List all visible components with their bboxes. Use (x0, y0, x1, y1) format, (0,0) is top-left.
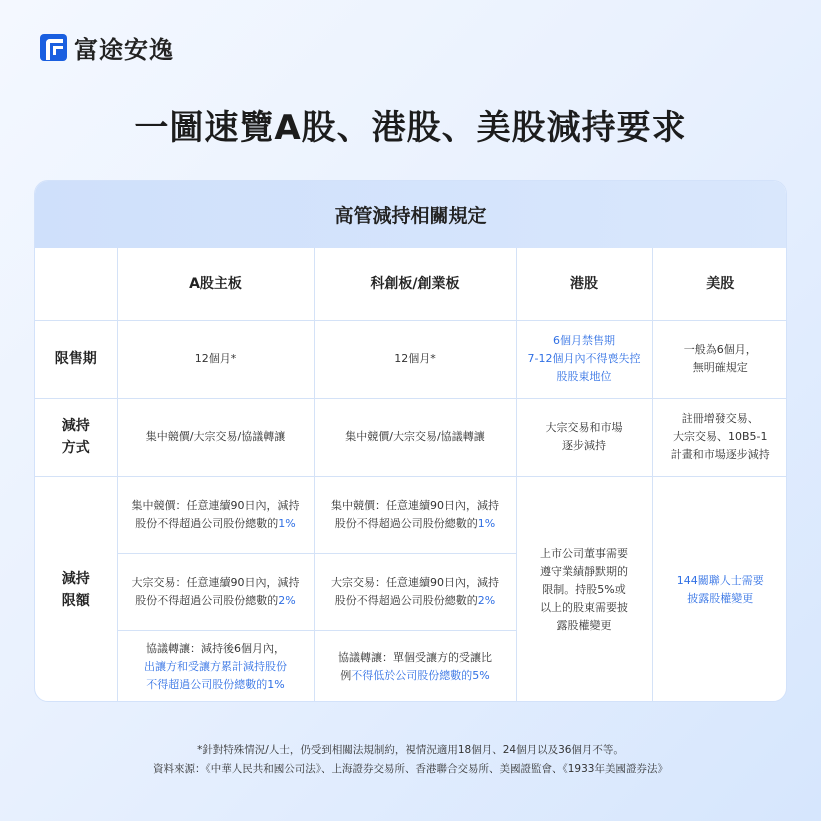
limit-text-line: 大宗交易：任意連續90日內，減持 (131, 575, 300, 589)
limit-us-line: 144關聯人士需要 (676, 573, 764, 587)
futu-logo-icon (40, 34, 67, 61)
lockup-hk-line: 股股東地位 (556, 370, 612, 383)
brand-logo (40, 30, 174, 65)
lockup-us-line: 無明確規定 (692, 361, 748, 374)
limit-text-line: 不得超過公司股份總數的1% (146, 677, 285, 691)
limit-text-line: 協議轉讓：減持後6個月內， (146, 641, 285, 655)
limit-text: 不得低於公司股份總數的5% (351, 668, 490, 682)
limit-us-line: 披露股權變更 (687, 591, 754, 605)
row-label-method (35, 398, 117, 476)
limit-text-line: 大宗交易：任意連續90日內，減持 (331, 575, 499, 589)
header-hk: 港股 (516, 248, 652, 320)
row-label-line: 減持 (61, 570, 90, 587)
table-header-row (35, 248, 787, 320)
limit-hk-line: 限制。持股5%或 (542, 582, 626, 596)
lockup-hk (516, 320, 652, 398)
limit-text-line (321, 515, 510, 533)
method-a-main: 集中競價/大宗交易/協議轉讓 (117, 398, 314, 476)
brand-name: 富途安逸 (74, 36, 174, 64)
limit-a-main-agreement (117, 630, 314, 702)
lockup-hk-line: 7-12個月內不得喪失控 (527, 352, 641, 365)
source-note: 資料來源：《中華人民共和國公司法》、上海證券交易所、香港聯合交易所、美國證監會、《1933年美國證券法》 (153, 763, 668, 775)
limit-text: 股份不得超過公司股份總數的 (334, 593, 478, 607)
limit-hk-line: 遵守業績靜默期的 (540, 564, 628, 578)
limit-text-line: 集中競價：任意連續90日內，減持 (131, 498, 300, 512)
limit-a-main-block (117, 553, 314, 630)
rules-card (34, 180, 787, 702)
lockup-us (652, 320, 787, 398)
method-us-line: 計畫和市場逐步減持 (670, 448, 770, 461)
limit-percent: 2% (278, 593, 296, 607)
row-label-line: 方式 (61, 440, 90, 456)
method-hk (516, 398, 652, 476)
limit-hk-line: 以上的股東需要披 (540, 600, 628, 614)
method-hk-line: 大宗交易和市場 (545, 421, 623, 434)
limit-hk-line: 露股權變更 (556, 618, 612, 632)
row-label-lockup: 限售期 (35, 320, 117, 398)
method-us-line: 大宗交易、10B5-1 (672, 430, 768, 443)
lockup-a-main: 12個月* (117, 320, 314, 398)
limit-star-agreement (314, 630, 516, 702)
lockup-us-line: 一般為6個月， (683, 343, 757, 356)
header-corner (35, 248, 117, 320)
row-method (35, 398, 787, 476)
header-star-gem: 科創板/創業板 (314, 248, 516, 320)
limit-text: 股份不得超過公司股份總數的 (334, 516, 478, 530)
row-label-line: 減持 (61, 418, 90, 434)
limit-text-line (124, 515, 308, 533)
limit-percent: 2% (477, 593, 496, 607)
row-lockup (35, 320, 787, 398)
lockup-star: 12個月* (314, 320, 516, 398)
limit-text: 股份不得超過公司股份總數的 (135, 593, 279, 607)
limit-text-line: 集中競價：任意連續90日內，減持 (331, 498, 499, 512)
rules-table (35, 248, 787, 702)
limit-text-line (321, 592, 510, 610)
header-a-share-main: A股主板 (117, 248, 314, 320)
method-hk-line: 逐步減持 (562, 439, 606, 452)
method-star: 集中競價/大宗交易/協議轉讓 (314, 398, 516, 476)
footnote: *針對特殊情況/人士，仍受到相關法規制約，視情況適用18個月、24個月以及36個月不等。 (197, 744, 624, 756)
limit-text: 股份不得超過公司股份總數的 (135, 516, 279, 530)
method-us-line: 註冊增發交易、 (681, 412, 759, 425)
method-us (652, 398, 787, 476)
limit-percent: 1% (278, 516, 296, 530)
limit-star-block (314, 553, 516, 630)
limit-us (652, 476, 787, 702)
limit-text-line (124, 592, 308, 610)
row-limit-bidding (35, 476, 787, 553)
limit-text-line (321, 667, 510, 685)
card-header: 高管減持相關規定 (35, 181, 786, 248)
header-us: 美股 (652, 248, 787, 320)
row-label-limit (35, 476, 117, 702)
lockup-hk-line: 6個月禁售期 (553, 334, 615, 347)
limit-text-line: 出讓方和受讓方累計減持股份 (144, 659, 287, 673)
limit-hk-line: 上市公司董事需要 (540, 546, 628, 560)
limit-hk (516, 476, 652, 702)
limit-a-main-bidding (117, 476, 314, 553)
page-title: 一圖速覽A股、港股、美股減持要求 (134, 108, 687, 148)
limit-star-bidding (314, 476, 516, 553)
limit-text: 例 (340, 668, 352, 682)
limit-text-line: 協議轉讓：單個受讓方的受讓比 (338, 650, 492, 664)
row-label-line: 限額 (61, 592, 90, 609)
limit-percent: 1% (477, 516, 496, 530)
